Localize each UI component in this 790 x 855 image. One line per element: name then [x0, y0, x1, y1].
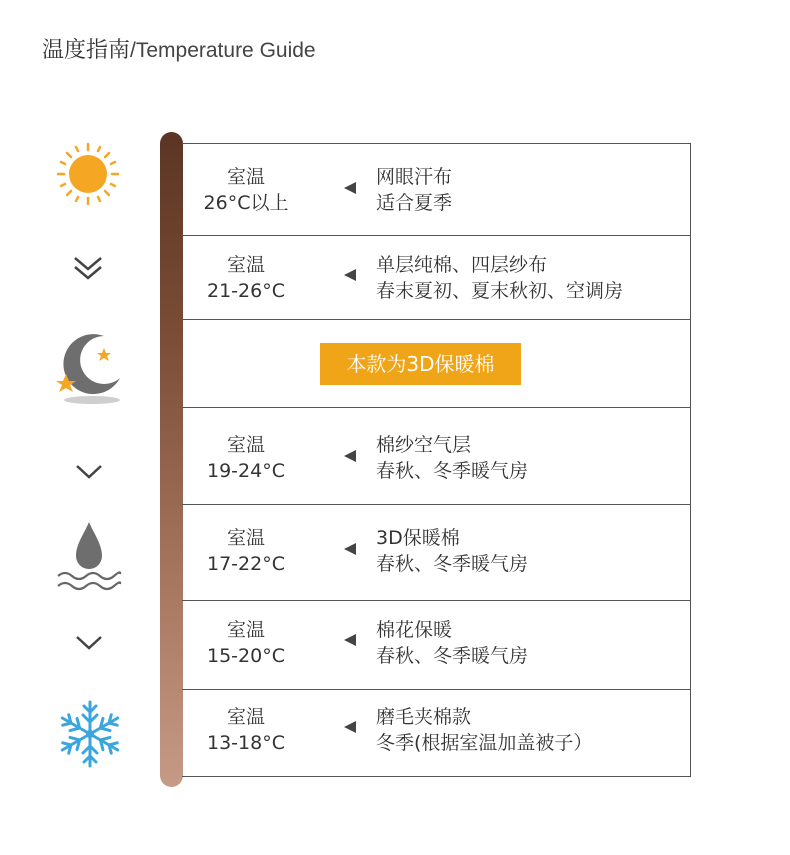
desc-cell — [376, 525, 528, 577]
temp-cell — [182, 704, 310, 756]
temp-label: 室温 — [226, 619, 265, 641]
temp-cell — [182, 164, 310, 216]
desc-cell — [376, 164, 452, 216]
table-row — [182, 408, 691, 505]
temp-label: 室温 — [226, 706, 265, 728]
temp-label: 室温 — [226, 527, 265, 549]
season-note: 春秋、冬季暖气房 — [376, 553, 529, 575]
table-row — [182, 505, 691, 601]
chevron-down-icon — [74, 462, 104, 482]
fabric-name: 单层纯棉、四层纱布 — [376, 254, 548, 276]
desc-cell — [376, 704, 592, 756]
left-arrow-icon — [344, 721, 356, 733]
sun-icon — [56, 142, 120, 206]
water-drop-icon — [54, 520, 124, 594]
temp-label: 室温 — [226, 254, 265, 276]
desc-cell — [376, 252, 623, 304]
title-cn: 温度指南 — [42, 38, 131, 63]
temp-range: 26°C以上 — [203, 192, 289, 214]
chevron-down-icon — [74, 633, 104, 653]
temp-cell — [182, 617, 310, 669]
season-note: 春秋、冬季暖气房 — [376, 460, 529, 482]
temp-cell — [182, 525, 310, 577]
temp-range: 13-18°C — [207, 732, 285, 754]
fabric-name: 棉纱空气层 — [376, 434, 472, 456]
temp-cell — [182, 252, 310, 304]
temp-range: 15-20°C — [207, 645, 285, 667]
table-row — [182, 144, 691, 236]
table-row — [182, 601, 691, 690]
temp-range: 17-22°C — [207, 553, 285, 575]
fabric-name: 3D保暖棉 — [376, 527, 460, 549]
temp-label: 室温 — [226, 434, 265, 456]
table-row — [182, 320, 691, 408]
temperature-gradient-bar — [160, 132, 183, 787]
temperature-table — [182, 143, 691, 777]
snowflake-icon — [56, 698, 124, 770]
title-en: /Temperature Guide — [130, 39, 316, 62]
table-row — [182, 236, 691, 320]
season-note: 适合夏季 — [376, 192, 453, 214]
temp-range: 21-26°C — [207, 280, 285, 302]
season-note: 春秋、冬季暖气房 — [376, 645, 529, 667]
season-note: 春末夏初、夏末秋初、空调房 — [376, 280, 624, 302]
table-row — [182, 690, 691, 777]
current-product-badge: 本款为3D保暖棉 — [320, 343, 521, 385]
double-chevron-down-icon — [72, 254, 104, 282]
left-arrow-icon — [344, 634, 356, 646]
temp-label: 室温 — [226, 166, 265, 188]
left-arrow-icon — [344, 182, 356, 194]
page-title — [42, 33, 316, 64]
desc-cell — [376, 432, 528, 484]
desc-cell — [376, 617, 528, 669]
left-arrow-icon — [344, 269, 356, 281]
left-arrow-icon — [344, 450, 356, 462]
temp-cell — [182, 432, 310, 484]
season-note: 冬季(根据室温加盖被子） — [376, 732, 593, 754]
fabric-name: 磨毛夹棉款 — [376, 706, 472, 728]
moon-stars-icon — [52, 326, 124, 408]
temp-range: 19-24°C — [207, 460, 285, 482]
fabric-name: 网眼汗布 — [376, 166, 453, 188]
left-arrow-icon — [344, 543, 356, 555]
fabric-name: 棉花保暖 — [376, 619, 453, 641]
